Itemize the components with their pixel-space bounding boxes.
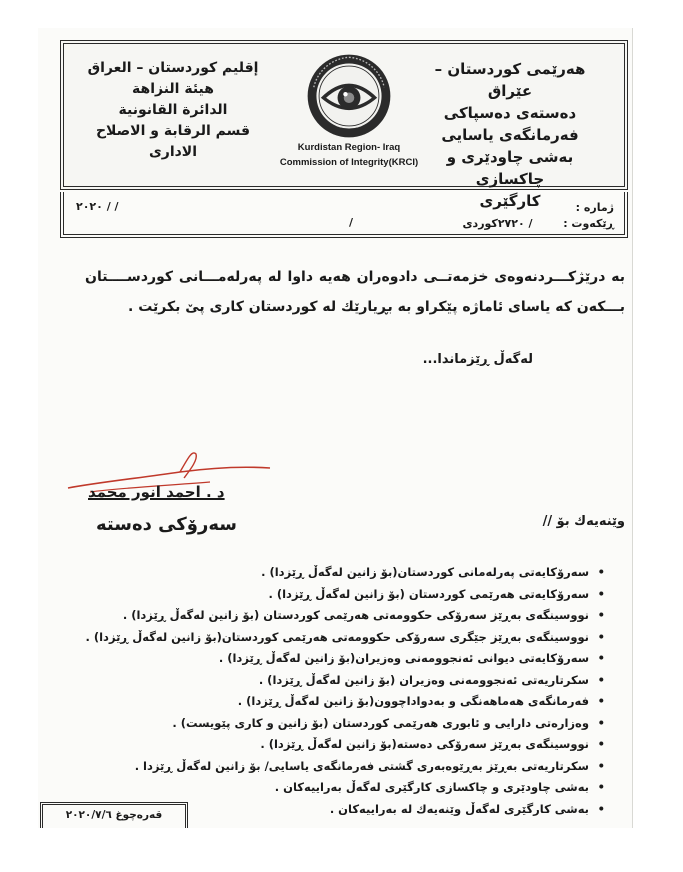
cc-item-text: سەرۆکایەتی دیوانی ئەنجوومەنی وەزیران(بۆ زانین لەگەڵ ڕێزدا) . (218, 651, 589, 665)
commission-eye-logo-icon (305, 52, 393, 140)
reference-bar (60, 192, 628, 238)
list-item (85, 648, 605, 670)
list-item (85, 562, 605, 584)
kurdish-letterhead (410, 58, 610, 212)
cc-item-text: بەشی کارگێری لەگەڵ وێنەیەك لە بەراییەکان . (329, 801, 589, 816)
reference-slash: / (349, 216, 354, 229)
cc-item-text: سکرتاریەتی ئەنجوومەنی وەزیران (بۆ زانین لەگەڵ ڕێزدا) . (258, 672, 589, 687)
bullet-icon: • (597, 651, 605, 665)
kurdish-line: هەرێمی کوردستان – عێراق (434, 60, 586, 100)
footer-stamp-box: قەرەچوغ ۲۰۲۰/۷/٦ (40, 802, 188, 828)
logo-block (274, 52, 424, 170)
cc-item-text: نووسینگەی بەڕێز سەرۆکی دەستە(بۆ زانین لەگەڵ ڕێزدا) . (260, 737, 589, 751)
list-item (85, 777, 605, 799)
list-item (85, 734, 605, 756)
english-name-line-1: Kurdistan Region- Iraq (297, 142, 401, 153)
arabic-line: الدائرة القانونية (118, 102, 228, 118)
arabic-line: إقليم كوردستان – العراق (87, 60, 259, 76)
list-item (85, 691, 605, 713)
kurdish-line: کارگێری (479, 192, 541, 210)
kurdish-line: دەستەی دەسپاکی (443, 104, 577, 122)
arabic-line: الاداری (148, 144, 198, 160)
kurdish-date: / ۲۷۲۰کوردی (462, 217, 533, 230)
cc-item-text: فەرمانگەی هەماهەنگی و بەدواداچوون(بۆ زانین لەگەڵ ڕێزدا) . (237, 694, 589, 708)
list-item (85, 584, 605, 606)
arabic-line: هيئة النزاهة (132, 81, 214, 97)
list-item (85, 713, 605, 735)
list-item (85, 605, 605, 627)
cc-item-text: سکرتاریەتی بەڕێز بەڕێوەبەری گشتی فەرمانگەی یاسایی/ بۆ زانین لەگەڵ ڕێزدا . (134, 758, 589, 773)
reference-labels (462, 200, 614, 232)
list-item (85, 756, 605, 778)
cc-list (85, 562, 605, 820)
number-label: ژمارە : (575, 201, 614, 214)
bullet-icon: • (597, 608, 605, 622)
bullet-icon: • (597, 715, 605, 730)
cc-item-text: سەرۆکایەتی پەرلەمانی کوردستان(بۆ زانین لەگەڵ ڕێزدا) . (261, 565, 589, 579)
letter-body: بە درێژکـــردنەوەی خزمەتــی دادوەران هەیە داوا لە پەرلەمـــانی کوردســــتان بـــکەن کە یاسای ئاماژە پێکراو بە بڕیارێك لە کوردستان کاری پێ بکرێت . (85, 269, 625, 315)
english-name-line-2: Commission of Integrity(KRCI) (279, 157, 419, 168)
arabic-letterhead (78, 58, 268, 163)
bullet-icon: • (597, 586, 605, 601)
list-item (85, 627, 605, 649)
bullet-icon: • (597, 758, 605, 773)
list-item (85, 670, 605, 692)
arabic-line: قسم الرقابة و الاصلاح (95, 123, 251, 139)
bullet-icon: • (597, 737, 605, 751)
bullet-icon: • (597, 780, 605, 794)
bullet-icon: • (597, 694, 605, 708)
bullet-icon: • (597, 801, 605, 816)
kurdish-line: فەرمانگەی یاسایی (441, 126, 579, 144)
cc-item-text: سەرۆکایەتی هەرێمی کوردستان (بۆ زانین لەگەڵ ڕێزدا) . (268, 586, 589, 601)
cc-item-text: نووسینگەی بەڕێز جێگری سەرۆکی حکوومەتی هەرێمی کوردستان(بۆ زانین لەگەڵ ڕێزدا) . (85, 629, 589, 644)
signer-name: د . احمد انور محمد (88, 483, 225, 501)
cc-item-text: نووسینگەی بەڕێز سەرۆکی حکوومەتی هەرێمی کوردستان (بۆ زانین لەگەڵ ڕێزدا) . (122, 608, 589, 622)
cc-item-text: وەزارەتی دارایی و ئابوری هەرێمی کوردستان (بۆ زانین و کاری پێویست) . (172, 715, 589, 730)
regards-line: لەگەڵ ڕێزماندا... (422, 352, 533, 367)
signer-title: سەرۆکی دەستە (96, 514, 237, 535)
bullet-icon: • (597, 672, 605, 687)
page-bottom-margin (38, 828, 632, 872)
kurdish-line: بەشی چاودێری و چاکسازی (446, 148, 574, 188)
date-label-text: ڕێکەوت : (563, 217, 614, 230)
cc-title: وێنەیەك بۆ // (542, 514, 625, 529)
gregorian-date: / / ۲۰۲۰ (76, 200, 119, 213)
cc-item-text: بەشی چاودێری و چاکسازی کارگێری لەگەڵ بەراییەکان . (274, 780, 589, 794)
bullet-icon: • (597, 629, 605, 644)
date-label (462, 216, 614, 232)
bullet-icon: • (597, 565, 605, 579)
